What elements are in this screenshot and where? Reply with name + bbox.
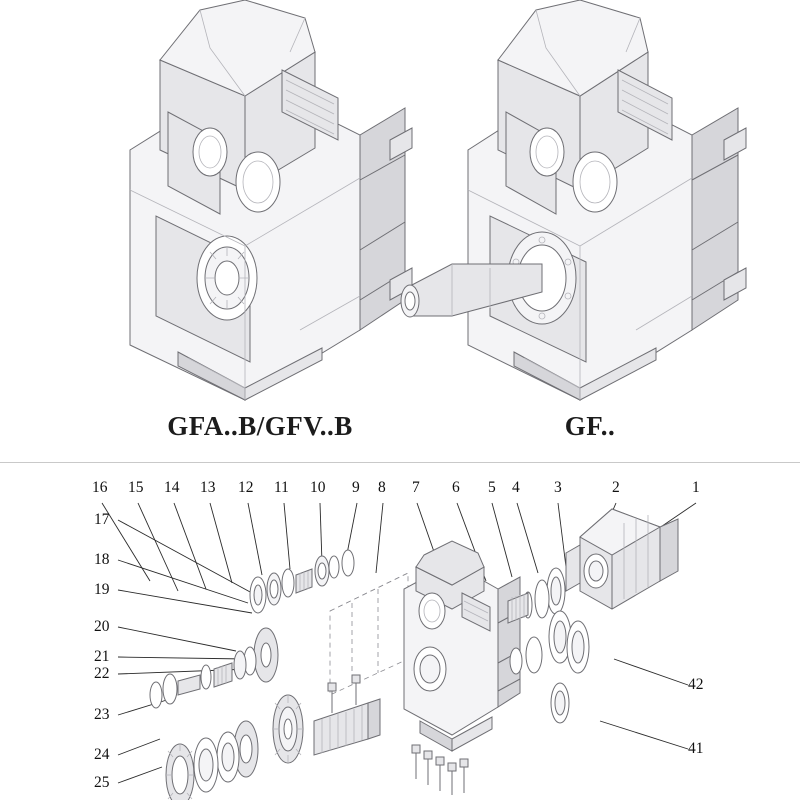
callout-12: 12 [238,479,254,496]
caption-gfa-gfv: GFA..B/GFV..B [167,411,353,441]
callout-14: 14 [164,479,180,496]
caption-gf: GF.. [564,411,616,441]
callout-22: 22 [94,665,110,682]
callout-17: 17 [94,511,110,528]
callout-18: 18 [94,551,110,568]
callout-1: 1 [692,479,700,496]
exploded-view-section [0,463,800,800]
callout-5: 5 [488,479,496,496]
callout-25: 25 [94,774,110,791]
gearbox-isometric-solid-shaft [390,0,790,420]
callout-7: 7 [412,479,420,496]
callout-11: 11 [274,479,289,496]
callout-2: 2 [612,479,620,496]
callout-21: 21 [94,648,110,665]
callout-24: 24 [94,746,110,763]
callout-41: 41 [688,740,704,757]
exploded-parts-diagram [0,463,800,800]
callout-15: 15 [128,479,144,496]
callout-6: 6 [452,479,460,496]
callout-19: 19 [94,581,110,598]
callout-10: 10 [310,479,326,496]
callout-16: 16 [92,479,108,496]
callout-9: 9 [352,479,360,496]
callout-20: 20 [94,618,110,635]
callout-4: 4 [512,479,520,496]
callout-3: 3 [554,479,562,496]
callout-8: 8 [378,479,386,496]
callout-23: 23 [94,706,110,723]
callout-42: 42 [688,676,704,693]
gearbox-view-gf [390,0,790,460]
callout-13: 13 [200,479,216,496]
